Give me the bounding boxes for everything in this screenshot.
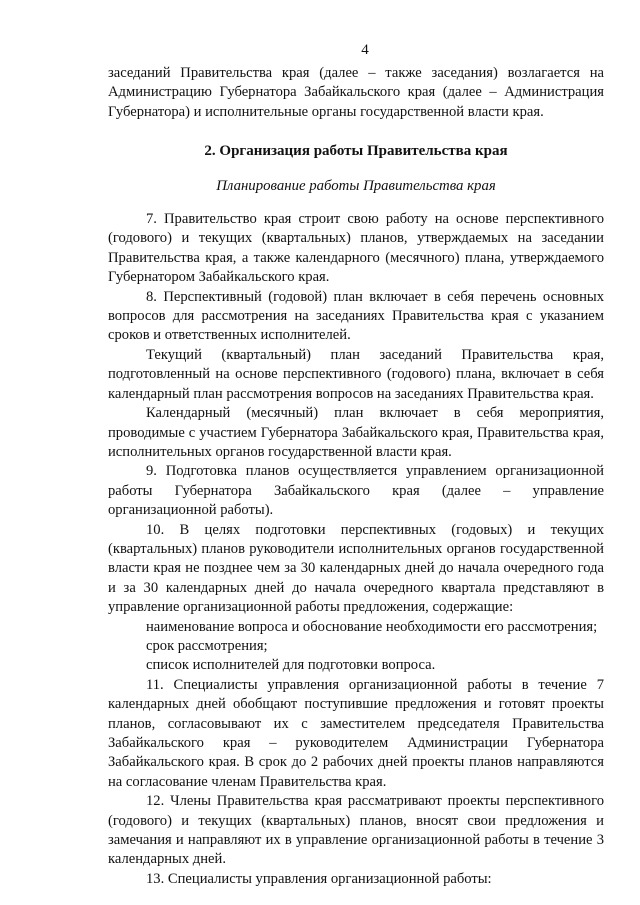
paragraph-9: 9. Подготовка планов осуществляется управлением организационной работы Губернатора Забайкальского края (далее – управление организационной работы). (108, 463, 604, 519)
section-title: 2. Организация работы Правительства края (204, 143, 508, 160)
list-item: срок рассмотрения; (146, 637, 268, 654)
list-item: наименование вопроса и обоснование необходимости его рассмотрения; (146, 618, 598, 635)
paragraph-10: 10. В целях подготовки перспективных (годовых) и текущих (квартальных) планов руководители исполнительных органов государственной власти края не позднее чем за 30 календарных дней до начала очередного года и за 30 календарных дней до начала очередного квартала представляют в управление организационной работы предложения, содержащие: (108, 521, 604, 616)
paragraph-7: 7. Правительство края строит свою работу на основе перспективного (годового) и текущих (квартальных) планов, утверждаемых на заседании Правительства края, а также календарного (месячного) плана, утверждаемого Губернатором Забайкальского края. (108, 211, 604, 286)
intro-paragraph: заседаний Правительства края (далее – также заседания) возлагается на Администрацию Губернатора Забайкальского края (далее – Администрация Губернатора) и исполнительные органы государственной власти края. (108, 65, 604, 120)
paragraph-8: 8. Перспективный (годовой) план включает в себя перечень основных вопросов для рассмотрения на заседаниях Правительства края с указанием сроков и ответственных исполнителей. (108, 288, 604, 344)
section-subtitle: Планирование работы Правительства края (216, 177, 496, 194)
paragraph-11: 11. Специалисты управления организационной работы в течение 7 календарных дней обобщают поступившие предложения и готовят проекты планов, согласовывают их с заместителем председателя Правительства Забайкальского края – руководителем Администрации Губернатора Забайкальского края. В срок до 2 рабочих дней проекты планов направляются на согласование членам Правительства края. (108, 676, 604, 790)
list-item: список исполнителей для подготовки вопроса. (146, 657, 436, 674)
paragraph-13: 13. Специалисты управления организационной работы: (146, 870, 492, 887)
page-number: 4 (361, 42, 369, 58)
paragraph-8-calendar-plan: Календарный (месячный) план включает в себя мероприятия, проводимые с участием Губернатора Забайкальского края, Правительства края, исполнительных органов государственной власти края. (108, 405, 604, 460)
paragraph-8-current-plan: Текущий (квартальный) план заседаний Правительства края, подготовленный на основе перспективного (годового) плана, включает в себя календарный план рассмотрения вопросов на заседаниях Правительства края. (108, 346, 604, 402)
paragraph-12: 12. Члены Правительства края рассматривают проекты перспективного (годового) и текущих (квартальных) планов, вносят свои предложения и замечания и направляют их в управление организационной работы в течение 3 календарных дней. (108, 793, 604, 868)
document-body (108, 64, 604, 889)
